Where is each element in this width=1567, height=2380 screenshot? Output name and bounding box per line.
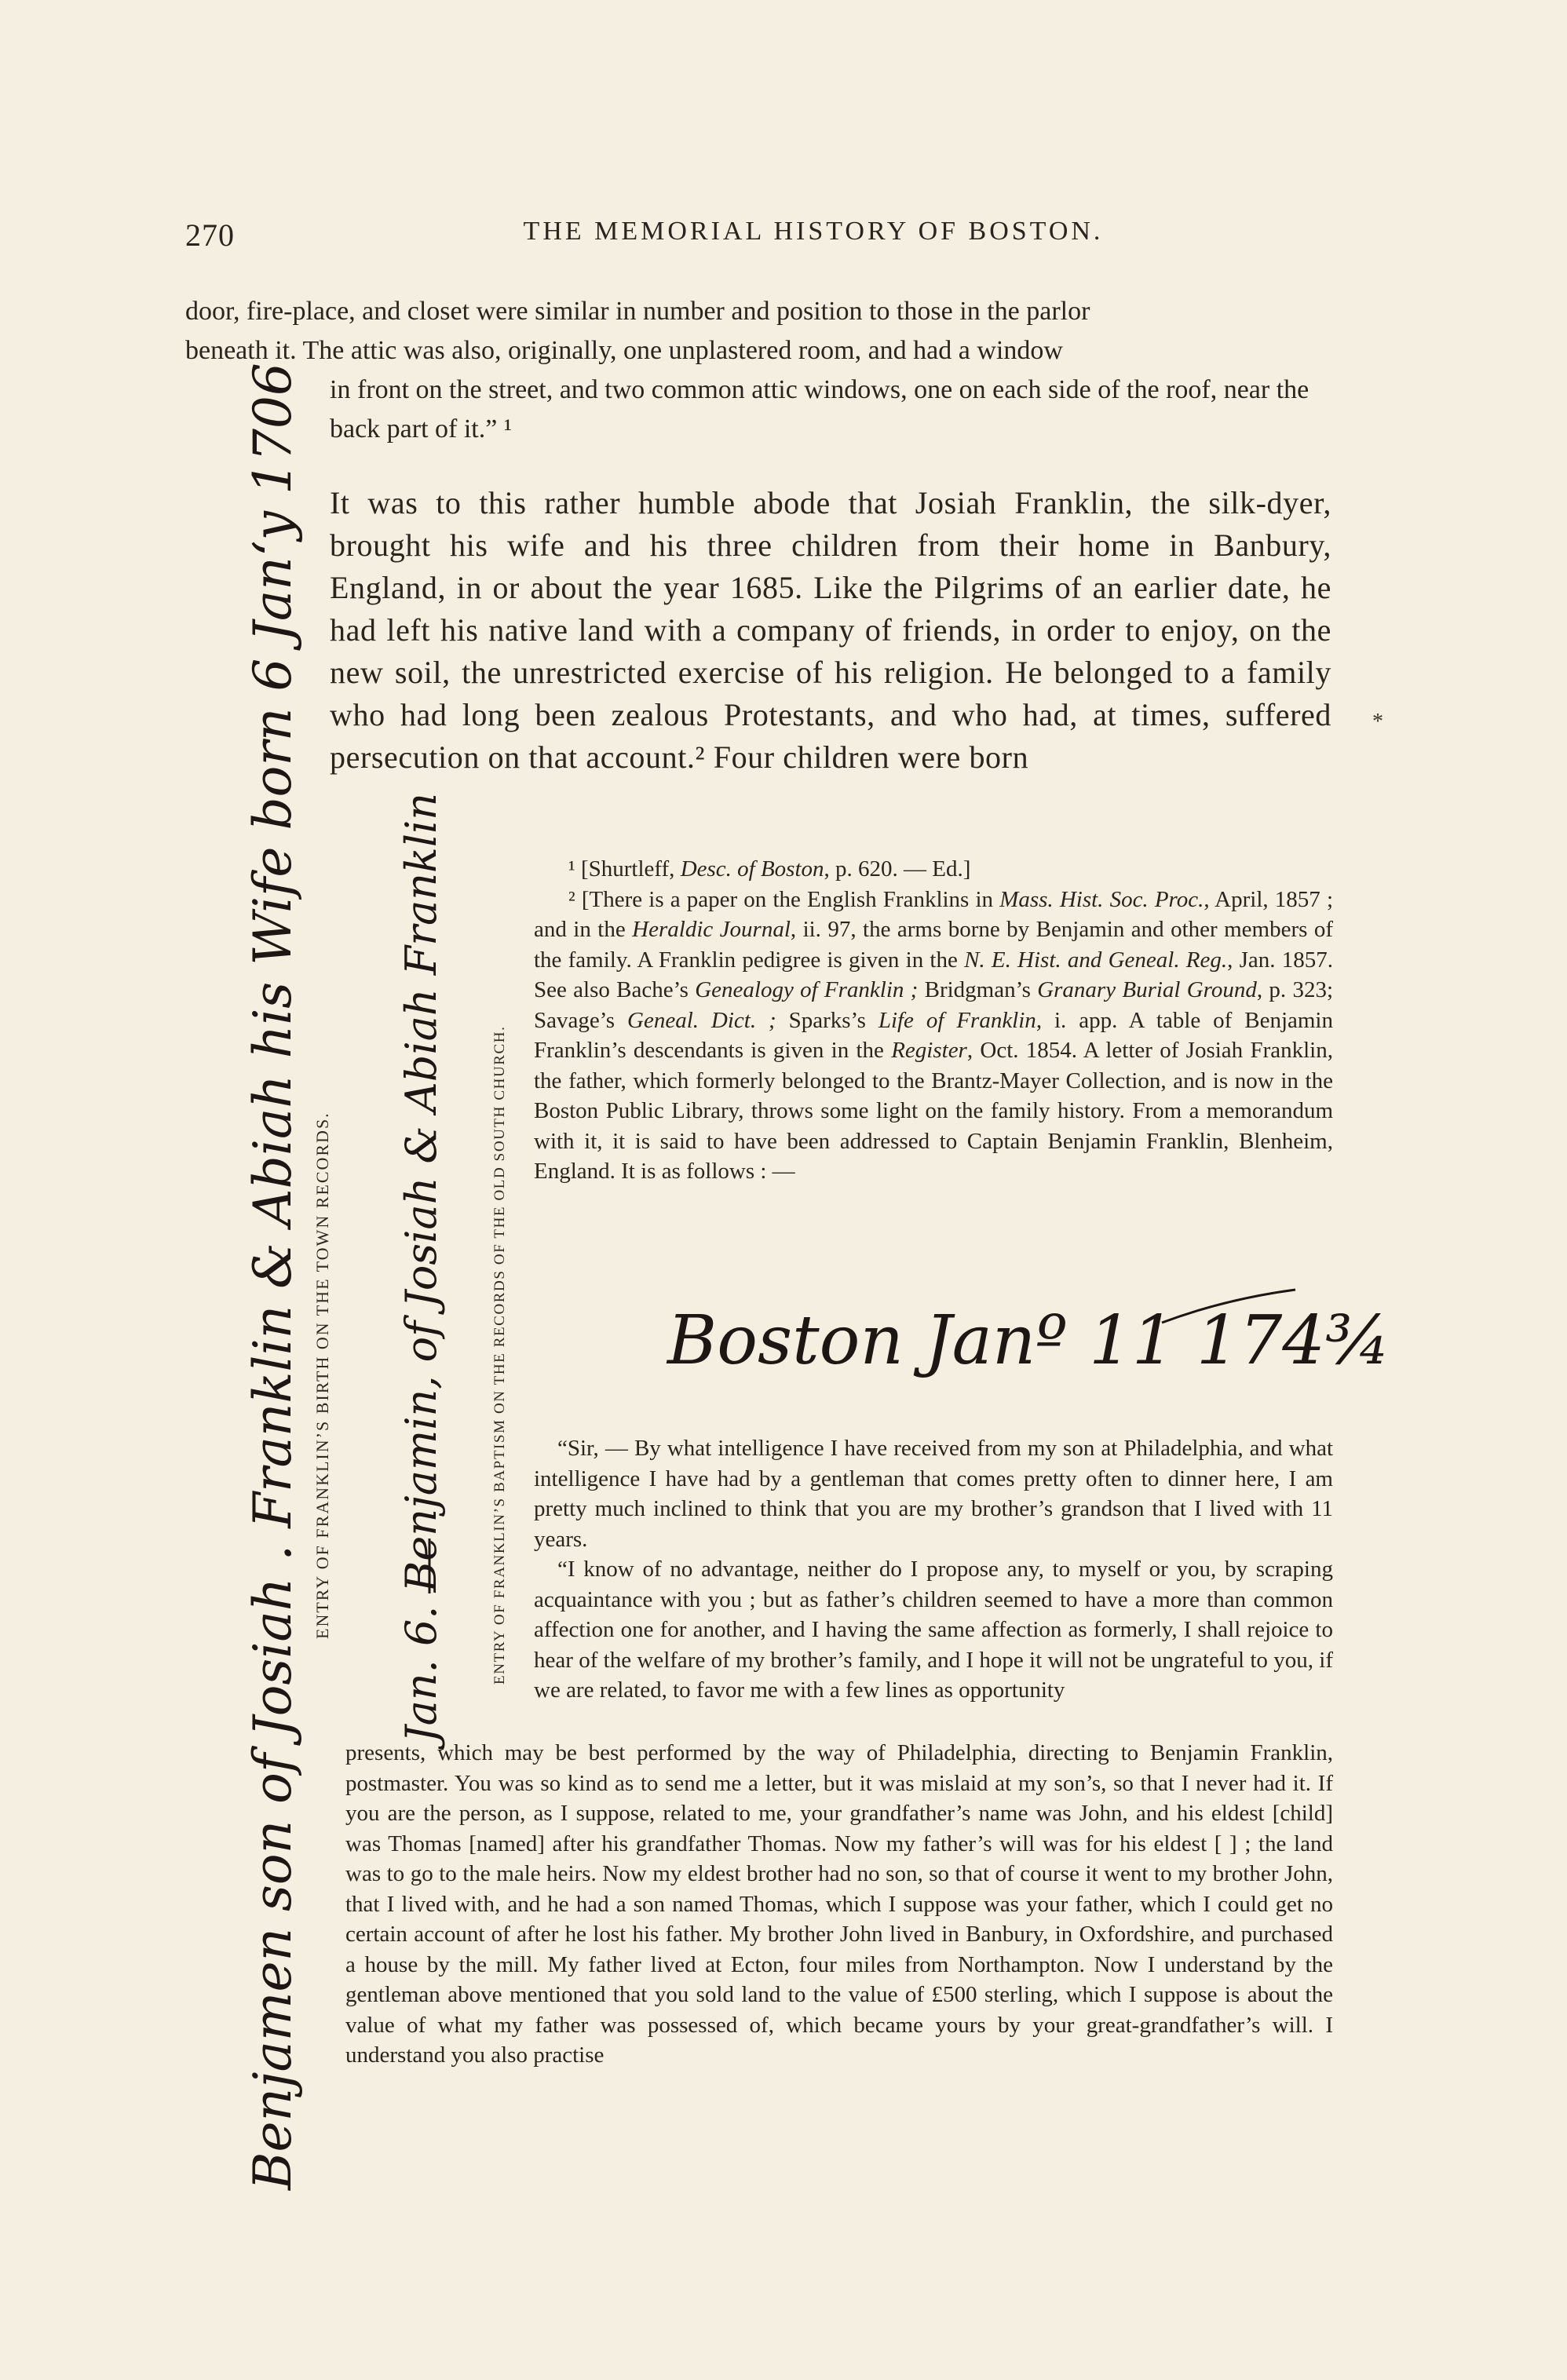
footnote-1-text-b: , p. 620. — Ed.] (824, 856, 971, 882)
letter-paragraph-2: “I know of no advantage, neither do I propose any, to myself or you, by scraping acquaintance with you ; but as father’s children seemed to have a more than common affection one for another, and I having the same affection as formerly, I shall rejoice to hear of the welfare of my brother’s family, and I hope it will not be ungrateful to you, if we are related, to favor me with a few lines as opportunity (534, 1557, 1333, 1703)
caption-church-records: ENTRY OF FRANKLIN’S BAPTISM ON THE RECORDS OF THE OLD SOUTH CHURCH. (491, 1025, 508, 1685)
footnote-2-run: , i. app. A table of Benjamin Franklin’s descendants is given in the (534, 1007, 1333, 1063)
baptism-entry-script: Jan. 6. Benjamin, of Josiah & Abiah Franklin (396, 792, 446, 1743)
caption-town-records: ENTRY OF FRANKLIN’S BIRTH ON THE TOWN RECORDS. (312, 1112, 332, 1639)
footnote-2-run: Bridgman’s (918, 977, 1038, 1002)
footnote-2-run: Mass. Hist. Soc. Proc. (999, 886, 1204, 912)
footnote-1-text-a: [Shurtleff, (575, 856, 681, 882)
footnote-2-run: Sparks’s (776, 1007, 878, 1033)
body-paragraph: It was to this rather humble abode that Josiah Franklin, the silk-dyer, brought his wife and his three children from their home in Banbury, England, in or about the year 1685. Like the Pilgrims of an earlier date, he had left his native land with a company of friends, in order to enjoy, on the new soil, the unrestricted exercise of his religion. He belonged to a family who had long been zealous Protestants, and who had, at times, suffered persecution on that account.² Four children were born (330, 485, 1331, 775)
page-number: 270 (185, 217, 235, 253)
footnote-2-run: , ii. 97, the arms borne by Benjamin and other members of the family. A Franklin pedigree is given in the (534, 917, 1333, 973)
facsimile-date-text: Boston Janº 11 174¾ (667, 1301, 1391, 1380)
footnote-1-mark: ¹ (568, 856, 575, 882)
continued-quote-line-1: door, fire-place, and closet were similar in number and position to those in the parlor (185, 297, 1090, 326)
footnote-2-run: Life of Franklin (878, 1007, 1036, 1033)
footnote-2-run: , Jan. 1857. See also Bache’s (534, 947, 1333, 1002)
running-title: THE MEMORIAL HISTORY OF BOSTON. (523, 217, 1104, 246)
footnote-2-run: , Oct. 1854. A letter of Josiah Franklin, the father, which formerly belonged to the Brantz-Mayer Collection, and is now in the Boston Public Library, throws some light on the family history. From a memorandum with it, it is said to have been addressed to Captain Benjamin Franklin, Blenheim, England. It is as follows : — (534, 1038, 1333, 1184)
letter-paragraph-1: “Sir, — By what intelligence I have received from my son at Philadelphia, and what intelligence I have had by a gentleman that comes pretty often to dinner here, I am pretty much inclined to think that you are my brother’s grandson that I lived with 11 years. (534, 1436, 1333, 1552)
birth-entry-script: Benjamen son of Josiah . Franklin & Abiah his Wife born 6 Janʻy 1706 (243, 363, 303, 2190)
letter-paragraph-2-continued: presents, which may be best performed by the way of Philadelphia, directing to Benjamin Franklin, postmaster. You was so kind as to send me a letter, but it was mislaid at my son’s, so that I never had it. If you are the person, as I suppose, related to me, your grandfather’s name was John, and his eldest [child] was Thomas [named] after his grandfather Thomas. Now my father’s will was for his eldest [ ] ; the land was to go to the male heirs. Now my eldest brother had no son, so that of course it went to my brother John, that I lived with, and he had a son named Thomas, which I suppose was your father, which I could get no certain account of after he lost his father. My brother John lived in Banbury, in Oxfordshire, and purchased a house by the mill. My father lived at Ecton, four miles from Northampton. Now I understand by the gentleman above mentioned that you sold land to the value of £500 sterling, which I suppose is about the value of what my father was possessed of, which became yours by your great-grandfather’s will. I understand you also practise (345, 1740, 1333, 2068)
footnote-2-run: ² [There is a paper on the English Franklins in (568, 886, 1000, 912)
footnote-2-run: , p. 323; Savage’s (534, 977, 1333, 1033)
margin-mark: * (1372, 710, 1383, 734)
continued-quote-line-2: beneath it. The attic was also, originally, one unplastered room, and had a window (185, 336, 1063, 365)
footnote-2-run: Heraldic Journal (632, 917, 791, 942)
footnote-2-run: Register (891, 1038, 967, 1063)
footnote-2-run: Granary Burial Ground (1037, 977, 1257, 1002)
footnote-2-run: Geneal. Dict. ; (627, 1007, 776, 1033)
footnote-1-title: Desc. of Boston (680, 856, 824, 882)
footnote-2-run: Genealogy of Franklin ; (695, 977, 919, 1002)
footnote-2-run: , April, 1857 ; and in the (534, 886, 1333, 942)
continued-quote-indented: in front on the street, and two common attic windows, one on each side of the roof, near the back part of it.” ¹ (330, 375, 1309, 444)
footnote-2-run: N. E. Hist. and Geneal. Reg. (964, 947, 1228, 973)
